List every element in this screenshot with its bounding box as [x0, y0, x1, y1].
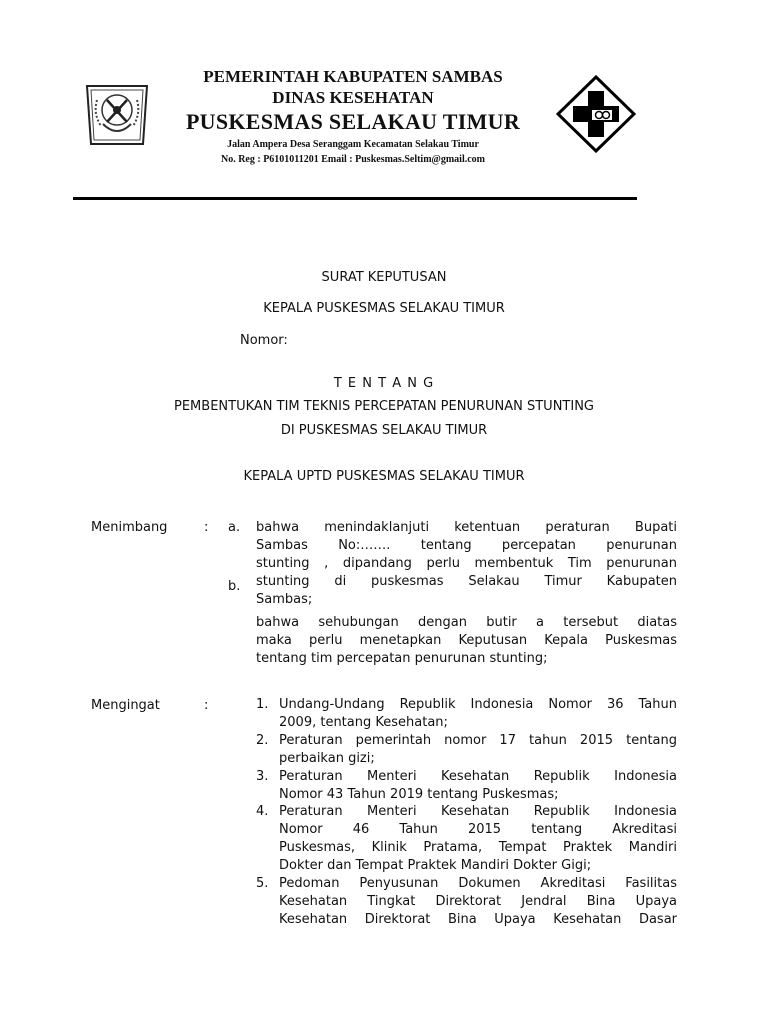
header-puskesmas: PUSKESMAS SELAKAU TIMUR — [185, 109, 521, 134]
header-contact: No. Reg : P6101011201 Email : Puskesmas.Seltim@gmail.com — [220, 154, 485, 165]
list-item — [279, 768, 677, 804]
text-line: Sambas; — [256, 592, 313, 607]
header-department: DINAS KESEHATAN — [272, 88, 434, 107]
menimbang-label: Menimbang — [91, 520, 168, 535]
text-line: Peraturan Menteri Kesehatan Republik Indonesia — [279, 769, 677, 784]
mengingat-colon: : — [204, 698, 209, 713]
menimbang-point-a — [256, 519, 677, 609]
text-line: maka perlu menetapkan Keputusan Kepala Puskesmas — [256, 633, 677, 648]
text-line: Dokter dan Tempat Praktek Mandiri Dokter Gigi; — [279, 858, 592, 873]
text-line: stunting di puskesmas Selakau Timur Kabupaten — [256, 574, 677, 589]
regency-emblem-icon — [83, 80, 151, 150]
mengingat-label: Mengingat — [91, 698, 160, 713]
header-address: Jalan Ampera Desa Seranggam Kecamatan Selakau Timur — [227, 139, 479, 150]
text-line: Peraturan pemerintah nomor 17 tahun 2015 tentang — [279, 733, 677, 748]
text-line: Kesehatan Direktorat Bina Upaya Kesehatan Dasar — [279, 912, 677, 927]
puskesmas-cross-icon — [556, 75, 636, 153]
list-item — [279, 875, 677, 929]
list-item — [279, 696, 677, 732]
list-item-number: 5. — [256, 876, 269, 891]
list-item — [279, 803, 677, 875]
list-item — [279, 732, 677, 768]
text-line: 2009, tentang Kesehatan; — [279, 715, 448, 730]
text-line: perbaikan gizi; — [279, 751, 375, 766]
text-line: bahwa sehubungan dengan butir a tersebut diatas — [256, 615, 677, 630]
menimbang-colon: : — [204, 520, 209, 535]
text-line: bahwa menindaklanjuti ketentuan peraturan Bupati — [256, 520, 677, 535]
subject-line-2: DI PUSKESMAS SELAKAU TIMUR — [280, 423, 488, 438]
document-number: Nomor: — [240, 333, 288, 348]
subject-line-1: PEMBENTUKAN TIM TEKNIS PERCEPATAN PENURUNAN STUNTING — [174, 399, 594, 414]
document-issuer: KEPALA PUSKESMAS SELAKAU TIMUR — [263, 301, 505, 316]
tentang-label: T E N T A N G — [333, 376, 435, 391]
authority-line: KEPALA UPTD PUSKESMAS SELAKAU TIMUR — [243, 469, 525, 484]
text-line: Sambas No:……. tentang percepatan penurunan — [256, 538, 677, 553]
text-line: Nomor 46 Tahun 2015 tentang Akreditasi — [279, 822, 677, 837]
header-divider — [73, 197, 637, 200]
text-line: Peraturan Menteri Kesehatan Republik Indonesia — [279, 804, 677, 819]
list-item-number: 2. — [256, 733, 269, 748]
text-line: Undang-Undang Republik Indonesia Nomor 36 Tahun — [279, 697, 677, 712]
text-line: stunting , dipandang perlu membentuk Tim penurunan — [256, 556, 677, 571]
header-government: PEMERINTAH KABUPATEN SAMBAS — [203, 67, 503, 86]
text-line: Puskesmas, Klinik Pratama, Tempat Praktek Mandiri — [279, 840, 677, 855]
text-line: Kesehatan Tingkat Direktorat Jendral Bina Upaya — [279, 894, 677, 909]
list-item-number: 4. — [256, 804, 269, 819]
document-type: SURAT KEPUTUSAN — [321, 270, 447, 285]
text-line: tentang tim percepatan penurunan stunting; — [256, 651, 548, 666]
menimbang-marker-a: a. — [228, 520, 241, 535]
list-item-number: 3. — [256, 769, 269, 784]
list-item-number: 1. — [256, 697, 269, 712]
menimbang-point-b — [256, 614, 677, 668]
text-line: Pedoman Penyusunan Dokumen Akreditasi Fasilitas — [279, 876, 677, 891]
menimbang-marker-b: b. — [228, 579, 241, 594]
text-line: Nomor 43 Tahun 2019 tentang Puskesmas; — [279, 787, 559, 802]
